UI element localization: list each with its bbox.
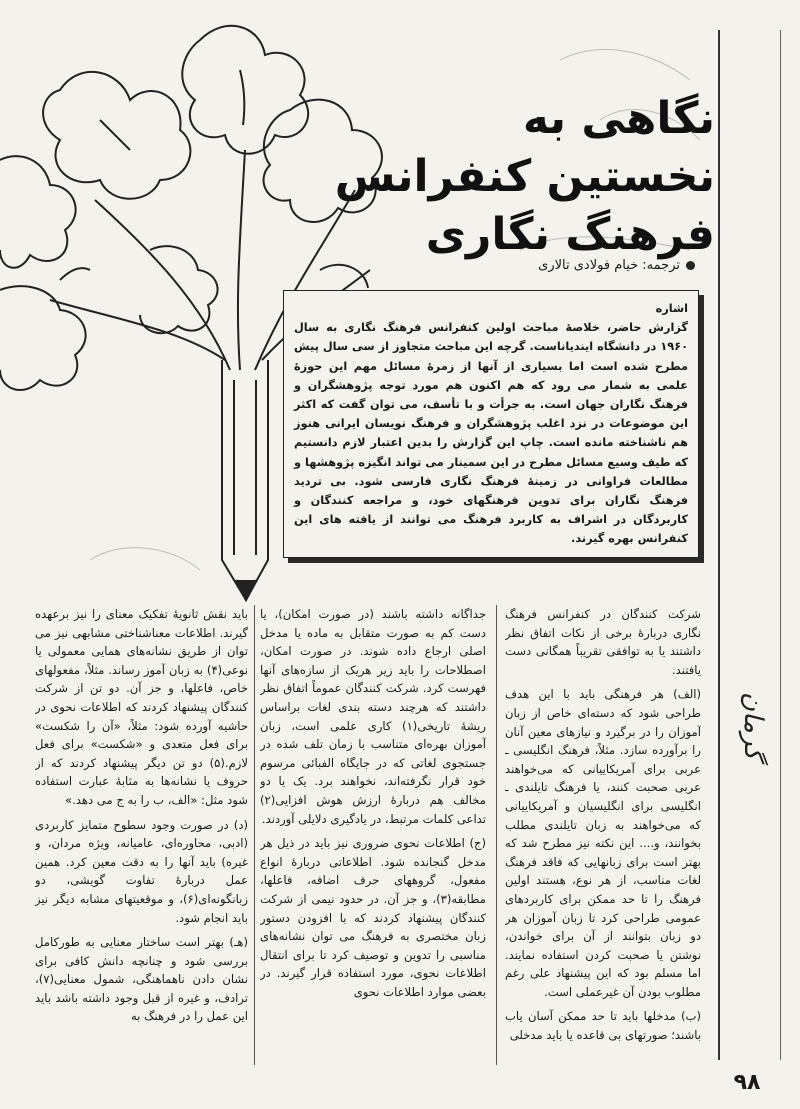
column-right bbox=[505, 605, 701, 1067]
abstract-heading: اشاره bbox=[655, 302, 688, 315]
paragraph: (ج) اطلاعات نحوی ضروری نیز باید در ذیل هر مدخل گنجانده شود. اطلاعاتی دربارهٔ انواع مفعول، گروههای حرف اضافه، فاعلها، مطابقه(۳)، و جز آن. در حدود نیمی از شرکت کنندگان پیشنهاد کردند که با افزودن دستور زبان مختصری به فرهنگ می توان نشانه‌های مناسبی را تدوین و توصیف کرد تا برای انتقال اطلاعات نحوی، مورد استفاده قرار گیرند. در بعضی موارد اطلاعات نحوی bbox=[260, 836, 486, 999]
page-number: ۹۸ bbox=[733, 1070, 761, 1095]
column-left bbox=[35, 605, 248, 1067]
side-margin-frame bbox=[718, 30, 781, 1060]
article-title bbox=[334, 90, 715, 264]
paragraph: باید نقش ثانویهٔ تفکیک معنای را نیز برعهده گیرند. اطلاعات معناشناختی مشابهی نیز می توان از طریق نشانه‌های همایی معمولی یا نوعی(۴) به زبان آموز رساند. مثلاً، مفعولهای خاص، فاعلها، و جز آن. دو تن از شرکت کنندگان پیشنهاد کردند که اطلاعات نحوی در حاشیه آورده شود: مثلاً، «آن را شکست» برای فعل متعدی و «شکست» برای فعل لازم.(۵) دو تن دیگر پیشنهاد کردند که از حروف یا نشانه‌ها به مثابهٔ عبارت استفاده شود مثل: «الف، ب را به ج می دهد.» bbox=[35, 607, 248, 807]
column-middle bbox=[260, 605, 486, 1067]
paragraph: جداگانه داشته باشند (در صورت امکان)، یا دست کم به صورت متقابل به ماده یا مدخل اصلی ارجاع داده شوند. در صورت امکان، اصطلاحات را باید زیر هریک از سازه‌های آنها فهرست کرد. شرکت کنندگان عموماً اتفاق نظر داشتند که هرچند دسته بندی لغات براساس ریشهٔ تاریخی(۱) کاری علمی است، زبان آموزان بهره‌ای متناسب با زمان تلف شده در جستجوی لغاتی که در جایگاه الفبائی مرسوم خود قرار نگرفته‌اند، نخواهند برد. یک یا دو مخالف هم دربارهٔ ارزش هوش افزایی(۲) تداعی کلمات مرتبط، در یادگیری دلایلی آوردند. bbox=[260, 607, 486, 826]
column-divider bbox=[254, 605, 255, 1065]
magazine-logo: گرمان bbox=[738, 692, 768, 760]
abstract-box bbox=[283, 290, 699, 558]
translator-text: ترجمه: خیام فولادی تالاری bbox=[538, 258, 680, 273]
translator-credit bbox=[430, 258, 695, 273]
paragraph: شرکت کنندگان در کنفرانس فرهنگ نگاری دربارهٔ برخی از نکات اتفاق نظر داشتند یا به توافقی تقریباً همگانی دست یافتند. bbox=[505, 607, 701, 677]
title-line-2: نخستین کنفرانس bbox=[334, 151, 715, 202]
paragraph: (هـ) بهتر است ساختار معنایی به طورکامل بررسی شود و چنانچه دانش کافی برای نشان دادن ناهماهنگی، شمول معنایی(۷)، ترادف، و غیره از قبل وجود داشته باشد باید این عمل را در فرهنگ به bbox=[35, 935, 248, 1024]
bullet-icon bbox=[686, 261, 695, 270]
abstract-text: گزارش حاضر، خلاصهٔ مباحث اولین کنفرانس فرهنگ نگاری به سال ۱۹۶۰ در دانشگاه ایندیاناست. گرچه این مباحث متجاوز از سی سال پیش مطرح شده است اما بسیاری از آنها از زمرهٔ مسائل مهم این حوزهٔ علمی به شمار می رود که هم اکنون هم مورد توجه پژوهشگران و فرهنگ نگاران جهان است. به جرأت و با تأسف، می توان گفت که اکثر این موضوعات در نزد اغلب پژوهشگران و فرهنگ نویسان ایرانی هنوز هم ناشناخته مانده است. چاپ این گزارش را بدین اعتبار لازم دانستیم که طیف وسیع مسائل مطرح در این سمینار می تواند انگیزه پژوهشها و مطالعات فراوانی در زمینهٔ فرهنگ نگاری فارسی شود. بی تردید فرهنگ نگاران برای تدوین فرهنگهای خود، و مراجعه کنندگان و کاربردگان در اشراف به کاربرد فرهنگ می توانند از یافته های این کنفرانس بهره گیرند. bbox=[294, 321, 688, 546]
column-divider bbox=[496, 605, 497, 1065]
paragraph: (ب) مدخلها باید تا حد ممکن آسان یاب باشند؛ صورتهای بی قاعده یا باید مدخلی bbox=[505, 1009, 701, 1043]
paragraph: (الف) هر فرهنگی باید با این هدف طراحی شود که دسته‌ای خاص از زبان آموزان را در برگیرد و نیازهای معین آنان را برآورده سازد. مثلاً، فرهنگ انگلیسی ـ عربی برای آمریکاییانی که می‌خواهند عربی صحبت کنند، یا فرهنگ تایلندی ـ انگلیسی برای انگلیسیان و آمریکاییانی که می‌خواهند به زبان تایلندی مطلب بخوانند، و.... این نکته نیز مطرح شد که بهتر است برای زبانهایی که فاقد فرهنگ لغات مناسب، از هر نوع، هستند اولین فرهنگ را تا حد ممکن برای کاربردهای عمومی طراحی کرد تا زبان آموزان هر دو زبان بتوانند از آن برای خواندن، نوشتن یا صحبت کردن استفاده نمایند. اما مسلم بود که این پیشنهاد علی رغم مطلوب بودن آن غیرعملی است. bbox=[505, 687, 701, 999]
title-line-1: نگاهی به bbox=[522, 93, 715, 144]
title-line-3: فرهنگ نگاری bbox=[425, 209, 715, 260]
paragraph: (د) در صورت وجود سطوح متمایز کاربردی (ادبی، محاوره‌ای، عامیانه، ویژه مردان، و غیره) باید آنها را به دقت معین کرد. همین عمل دربارهٔ تفاوت گویشی، دو زبانگونه‌ای(۶)، و موقعیتهای مشابه دیگر نیز باید انجام شود. bbox=[35, 817, 248, 925]
